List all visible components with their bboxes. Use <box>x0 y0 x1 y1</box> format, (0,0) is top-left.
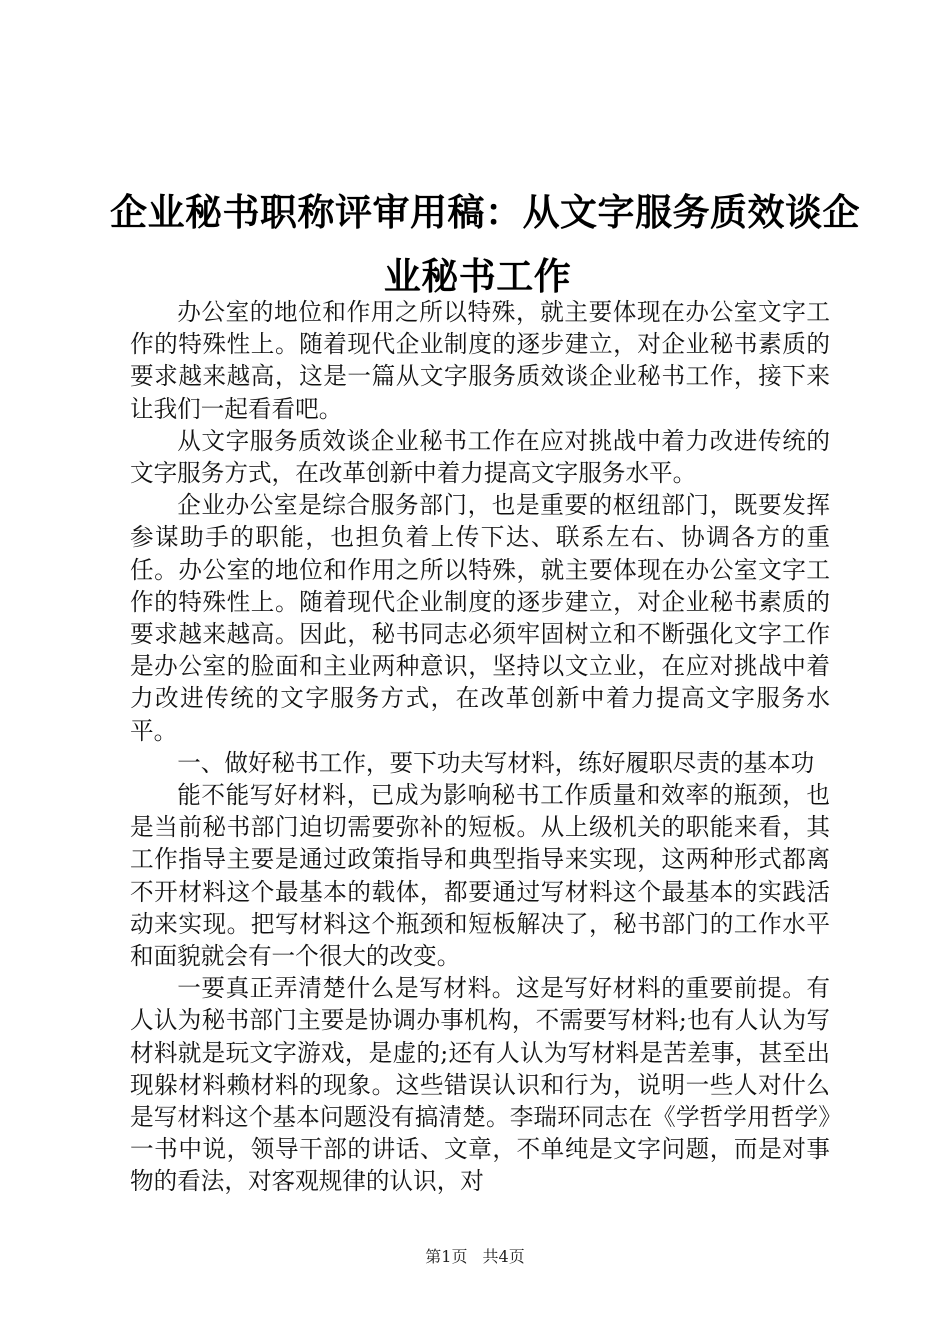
page-footer <box>0 1244 950 1267</box>
section-heading-1: 一、做好秘书工作，要下功夫写材料，练好履职尽责的基本功 <box>177 748 815 777</box>
page-number: 第1页 <box>425 1247 468 1266</box>
document-body <box>130 296 830 1198</box>
paragraph-writing-ability: 能不能写好材料，已成为影响秘书工作质量和效率的瓶颈，也是当前秘书部门迫切需要弥补的短板。从上级机关的职能来看，其工作指导主要是通过政策指导和典型指导来实现，这两种形式都离不开材料这个最基本的载体，都要通过写材料这个最基本的实践活动来实现。把写材料这个瓶颈和短板解决了，秘书部门的工作水平和面貌就会有一个很大的改变。 <box>130 781 830 971</box>
paragraph-intro: 办公室的地位和作用之所以特殊，就主要体现在办公室文字工作的特殊性上。随着现代企业制度的逐步建立，对企业秘书素质的要求越来越高，这是一篇从文字服务质效谈企业秘书工作，接下来让我们一起看看吧。 <box>130 298 830 423</box>
page-total: 共4页 <box>482 1247 525 1266</box>
paragraph-summary: 从文字服务质效谈企业秘书工作在应对挑战中着力改进传统的文字服务方式，在改革创新中着力提高文字服务水平。 <box>130 426 830 488</box>
paragraph-office-role: 企业办公室是综合服务部门，也是重要的枢纽部门，既要发挥参谋助手的职能，也担负着上传下达、联系左右、协调各方的重任。办公室的地位和作用之所以特殊，就主要体现在办公室文字工作的特殊性上。随着现代企业制度的逐步建立，对企业秘书素质的要求越来越高。因此，秘书同志必须牢固树立和不断强化文字工作是办公室的脸面和主业两种意识，坚持以文立业，在应对挑战中着力改进传统的文字服务方式，在改革创新中着力提高文字服务水平。 <box>130 491 830 745</box>
title-line-1: 企业秘书职称评审用稿：从文字服务质效谈企 <box>110 190 860 234</box>
document-title <box>110 180 860 308</box>
paragraph-understanding: 一要真正弄清楚什么是写材料。这是写好材料的重要前提。有人认为秘书部门主要是协调办事机构，不需要写材料;也有人认为写材料就是玩文字游戏，是虚的;还有人认为写材料是苦差事，甚至出现躲材料赖材料的现象。这些错误认识和行为，说明一些人对什么是写材料这个基本问题没有搞清楚。李瑞环同志在《学哲学用哲学》一书中说，领导干部的讲话、文章，不单纯是文字问题，而是对事物的看法，对客观规律的认识，对 <box>130 974 830 1196</box>
title-line-2: 业秘书工作 <box>383 254 572 298</box>
